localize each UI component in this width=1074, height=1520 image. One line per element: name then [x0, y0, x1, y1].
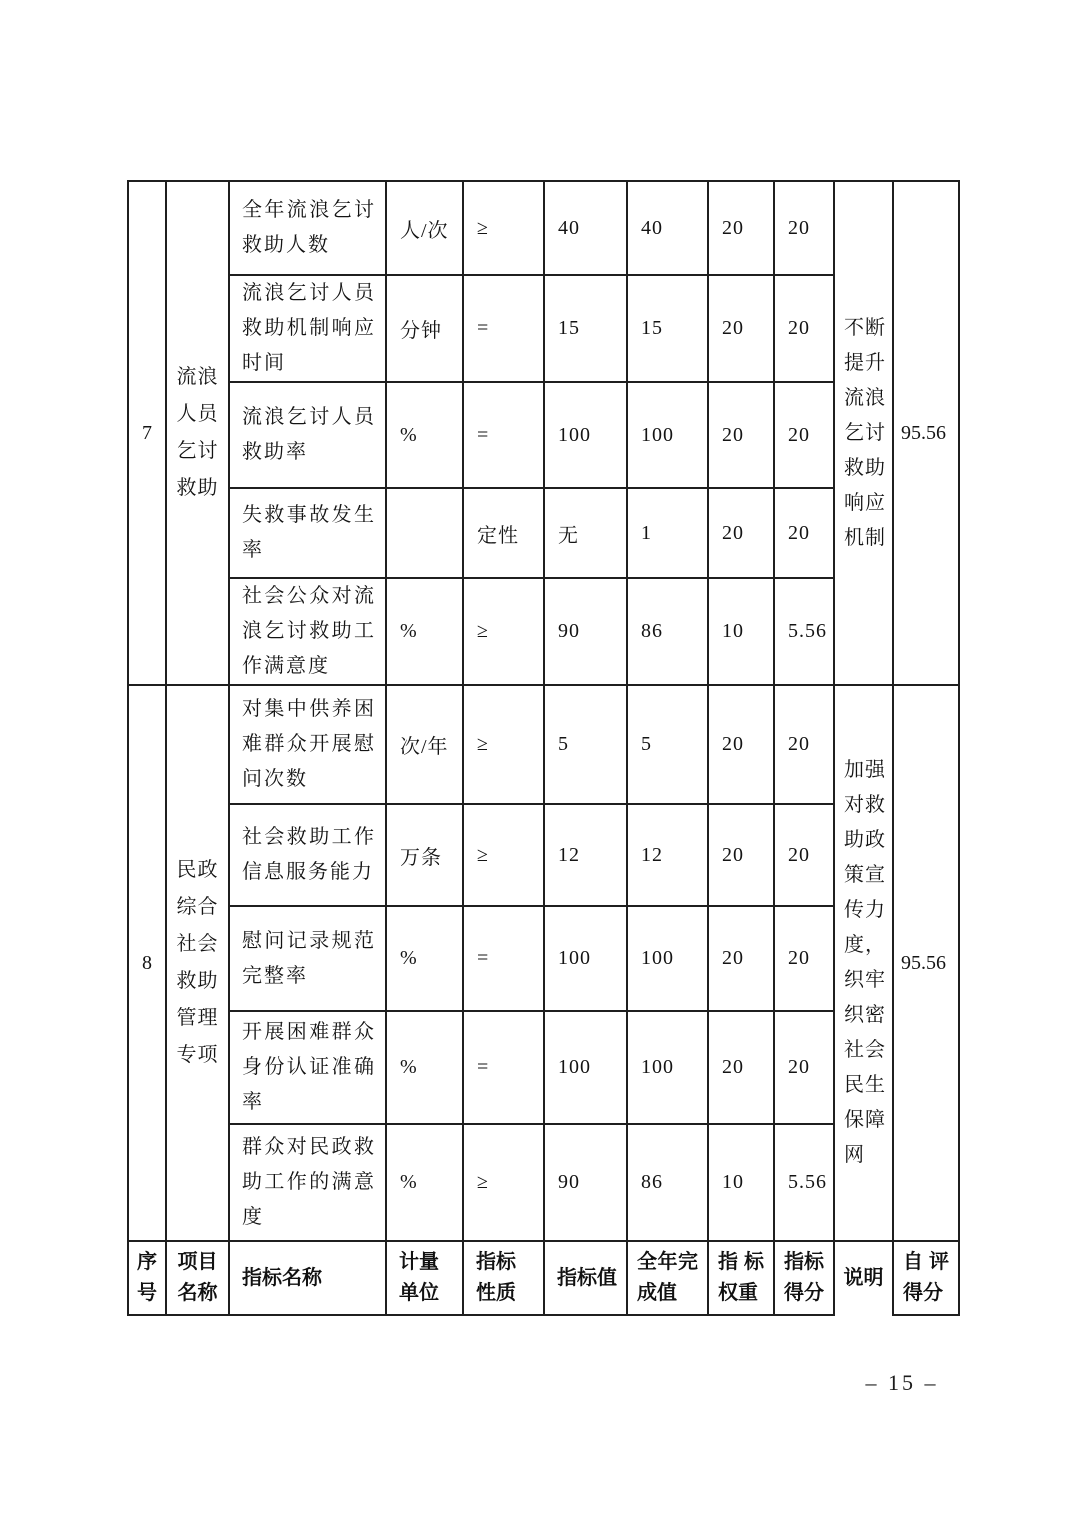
cell-indicator-nature: ≥ [463, 804, 544, 906]
cell-unit: % [386, 1124, 463, 1241]
cell-completed-value: 100 [627, 906, 708, 1011]
cell-project-name: 流浪人员乞讨救助 [166, 181, 229, 685]
cell-self-score: 95.56 [893, 181, 959, 685]
header-note: 说明 [834, 1241, 893, 1315]
cell-unit: % [386, 382, 463, 488]
cell-score: 20 [774, 181, 834, 275]
cell-weight: 20 [708, 181, 774, 275]
table-row [128, 685, 959, 804]
cell-score: 5.56 [774, 1124, 834, 1241]
header-self-score: 自评得分 [893, 1241, 959, 1315]
table-row [128, 181, 959, 275]
cell-completed-value: 5 [627, 685, 708, 804]
cell-project-name: 民政综合社会救助管理专项 [166, 685, 229, 1241]
cell-indicator-name: 社会救助工作信息服务能力 [229, 804, 386, 906]
header-score: 指标得分 [774, 1241, 834, 1315]
cell-indicator-nature: 定性 [463, 488, 544, 578]
header-nature: 指标性质 [463, 1241, 544, 1315]
cell-weight: 20 [708, 382, 774, 488]
cell-completed-value: 86 [627, 1124, 708, 1241]
header-weight: 指标权重 [708, 1241, 774, 1315]
cell-score: 5.56 [774, 578, 834, 685]
page-number: – 15 – [865, 1370, 939, 1395]
cell-score: 20 [774, 1011, 834, 1124]
cell-indicator-name: 群众对民政救助工作的满意度 [229, 1124, 386, 1241]
cell-indicator-nature: = [463, 906, 544, 1011]
cell-score: 20 [774, 275, 834, 382]
cell-indicator-nature: ≥ [463, 181, 544, 275]
cell-indicator-name: 对集中供养困难群众开展慰问次数 [229, 685, 386, 804]
header-completed-value: 全年完成值 [627, 1241, 708, 1315]
cell-weight: 10 [708, 1124, 774, 1241]
cell-indicator-name: 慰问记录规范完整率 [229, 906, 386, 1011]
cell-unit: 人/次 [386, 181, 463, 275]
cell-unit [386, 488, 463, 578]
cell-target-value: 5 [544, 685, 627, 804]
cell-section-seq: 7 [128, 181, 166, 685]
cell-indicator-name: 全年流浪乞讨救助人数 [229, 181, 386, 275]
header-project-name: 项目名称 [166, 1241, 229, 1315]
cell-unit: % [386, 906, 463, 1011]
cell-weight: 20 [708, 804, 774, 906]
cell-score: 20 [774, 382, 834, 488]
cell-score: 20 [774, 488, 834, 578]
cell-completed-value: 40 [627, 181, 708, 275]
cell-weight: 10 [708, 578, 774, 685]
cell-completed-value: 100 [627, 1011, 708, 1124]
cell-target-value: 100 [544, 906, 627, 1011]
cell-score: 20 [774, 804, 834, 906]
cell-target-value: 100 [544, 382, 627, 488]
cell-note: 不断提升流浪乞讨救助响应机制 [834, 181, 893, 685]
cell-completed-value: 12 [627, 804, 708, 906]
cell-section-seq: 8 [128, 685, 166, 1241]
cell-completed-value: 100 [627, 382, 708, 488]
header-indicator-name: 指标名称 [229, 1241, 386, 1315]
cell-completed-value: 86 [627, 578, 708, 685]
cell-indicator-name: 流浪乞讨人员救助率 [229, 382, 386, 488]
cell-indicator-name: 开展困难群众身份认证准确率 [229, 1011, 386, 1124]
cell-unit: 万条 [386, 804, 463, 906]
cell-completed-value: 1 [627, 488, 708, 578]
cell-unit: % [386, 1011, 463, 1124]
cell-indicator-nature: ≥ [463, 685, 544, 804]
header-unit: 计量单位 [386, 1241, 463, 1315]
cell-indicator-nature: = [463, 382, 544, 488]
cell-target-value: 100 [544, 1011, 627, 1124]
cell-target-value: 无 [544, 488, 627, 578]
cell-unit: % [386, 578, 463, 685]
cell-unit: 次/年 [386, 685, 463, 804]
cell-weight: 20 [708, 906, 774, 1011]
cell-weight: 20 [708, 1011, 774, 1124]
cell-note: 加强对救助政策宣传力度，织牢织密社会民生保障网 [834, 685, 893, 1241]
cell-weight: 20 [708, 488, 774, 578]
cell-self-score: 95.56 [893, 685, 959, 1241]
cell-target-value: 15 [544, 275, 627, 382]
cell-score: 20 [774, 906, 834, 1011]
cell-indicator-name: 社会公众对流浪乞讨救助工作满意度 [229, 578, 386, 685]
cell-indicator-nature: = [463, 275, 544, 382]
cell-indicator-nature: ≥ [463, 1124, 544, 1241]
cell-weight: 20 [708, 685, 774, 804]
cell-indicator-name: 流浪乞讨人员救助机制响应时间 [229, 275, 386, 382]
header-seq: 序号 [128, 1241, 166, 1315]
cell-target-value: 90 [544, 578, 627, 685]
cell-indicator-nature: = [463, 1011, 544, 1124]
cell-completed-value: 15 [627, 275, 708, 382]
performance-indicator-table [127, 180, 960, 1316]
cell-indicator-name: 失救事故发生率 [229, 488, 386, 578]
cell-target-value: 12 [544, 804, 627, 906]
cell-indicator-nature: ≥ [463, 578, 544, 685]
cell-target-value: 40 [544, 181, 627, 275]
cell-weight: 20 [708, 275, 774, 382]
cell-target-value: 90 [544, 1124, 627, 1241]
cell-unit: 分钟 [386, 275, 463, 382]
table-header-row [128, 1241, 959, 1315]
cell-score: 20 [774, 685, 834, 804]
header-target-value: 指标值 [544, 1241, 627, 1315]
